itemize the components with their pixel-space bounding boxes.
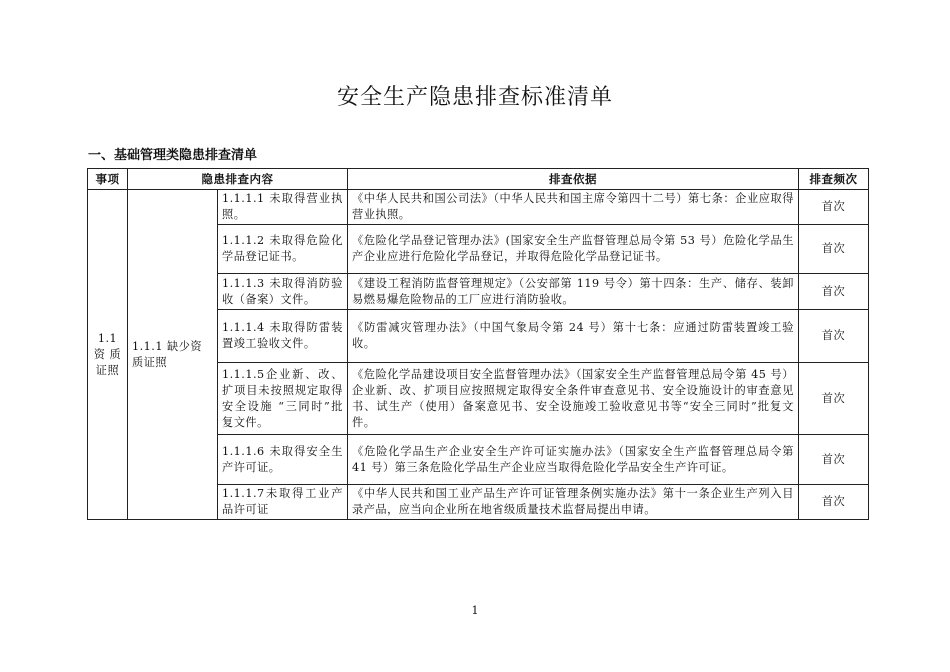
hazard-checklist-table (87, 168, 869, 520)
category-cell: 1.1 资 质 证照 (88, 190, 128, 520)
basis-cell: 《危险化学品登记管理办法》(国家安全生产监督管理总局令第 53 号）危险化学品生产企业应进行危险化学品登记，并取得危险化学品登记证书。 (348, 225, 799, 274)
table-row (88, 190, 869, 225)
hazard-cell: 1.1.1.4 未取得防雷装置竣工验收文件。 (218, 310, 348, 363)
table-header-row (88, 169, 869, 190)
frequency-cell: 首次 (799, 274, 869, 310)
frequency-cell: 首次 (799, 310, 869, 363)
frequency-cell: 首次 (799, 225, 869, 274)
hazard-cell: 1.1.1.5企业新、改、扩项目未按照规定取得安全设施 “三同时”批复文件。 (218, 363, 348, 435)
header-item: 事项 (88, 169, 128, 190)
subcategory-cell: 1.1.1 缺少资质证照 (128, 190, 218, 520)
basis-cell: 《危险化学品生产企业安全生产许可证实施办法》（国家安全生产监督管理总局令第 41 号）第三条危险化学品生产企业应当取得危险化学品安全生产许可证。 (348, 435, 799, 485)
basis-cell: 《建设工程消防监督管理规定》（公安部第 119 号令）第十四条：生产、储存、装卸易燃易爆危险物品的工厂应进行消防验收。 (348, 274, 799, 310)
hazard-cell: 1.1.1.6 未取得安全生产许可证。 (218, 435, 348, 485)
hazard-cell: 1.1.1.1 未取得营业执照。 (218, 190, 348, 225)
frequency-cell: 首次 (799, 363, 869, 435)
header-hazard-content: 隐患排查内容 (128, 169, 348, 190)
frequency-cell: 首次 (799, 190, 869, 225)
basis-cell: 《防雷减灾管理办法》（中国气象局令第 24 号）第十七条：应通过防雷装置竣工验收。 (348, 310, 799, 363)
header-frequency: 排查频次 (799, 169, 869, 190)
frequency-cell: 首次 (799, 485, 869, 520)
basis-cell: 《中华人民共和国公司法》（中华人民共和国主席令第四十二号）第七条：企业应取得营业执照。 (348, 190, 799, 225)
hazard-cell: 1.1.1.3 未取得消防验收（备案）文件。 (218, 274, 348, 310)
hazard-cell: 1.1.1.7未取得工业产品许可证 (218, 485, 348, 520)
basis-cell: 《危险化学品建设项目安全监督管理办法》（国家安全生产监督管理总局令第 45 号）企业新、改、扩项目应按照规定取得安全条件审查意见书、安全设施设计的审查意见书、试生产（使用）备案意见书、安全设施竣工验收意见书等“安全三同时”批复文件。 (348, 363, 799, 435)
hazard-cell: 1.1.1.2 未取得危险化学品登记证书。 (218, 225, 348, 274)
page-number: 1 (471, 604, 479, 617)
page-title: 安全生产隐患排查标准清单 (336, 85, 613, 110)
header-basis: 排查依据 (348, 169, 799, 190)
frequency-cell: 首次 (799, 435, 869, 485)
basis-cell: 《中华人民共和国工业产品生产许可证管理条例实施办法》第十一条企业生产列入目录产品，应当向企业所在地省级质量技术监督局提出申请。 (348, 485, 799, 520)
section-heading: 一、基础管理类隐患排查清单 (88, 148, 258, 163)
